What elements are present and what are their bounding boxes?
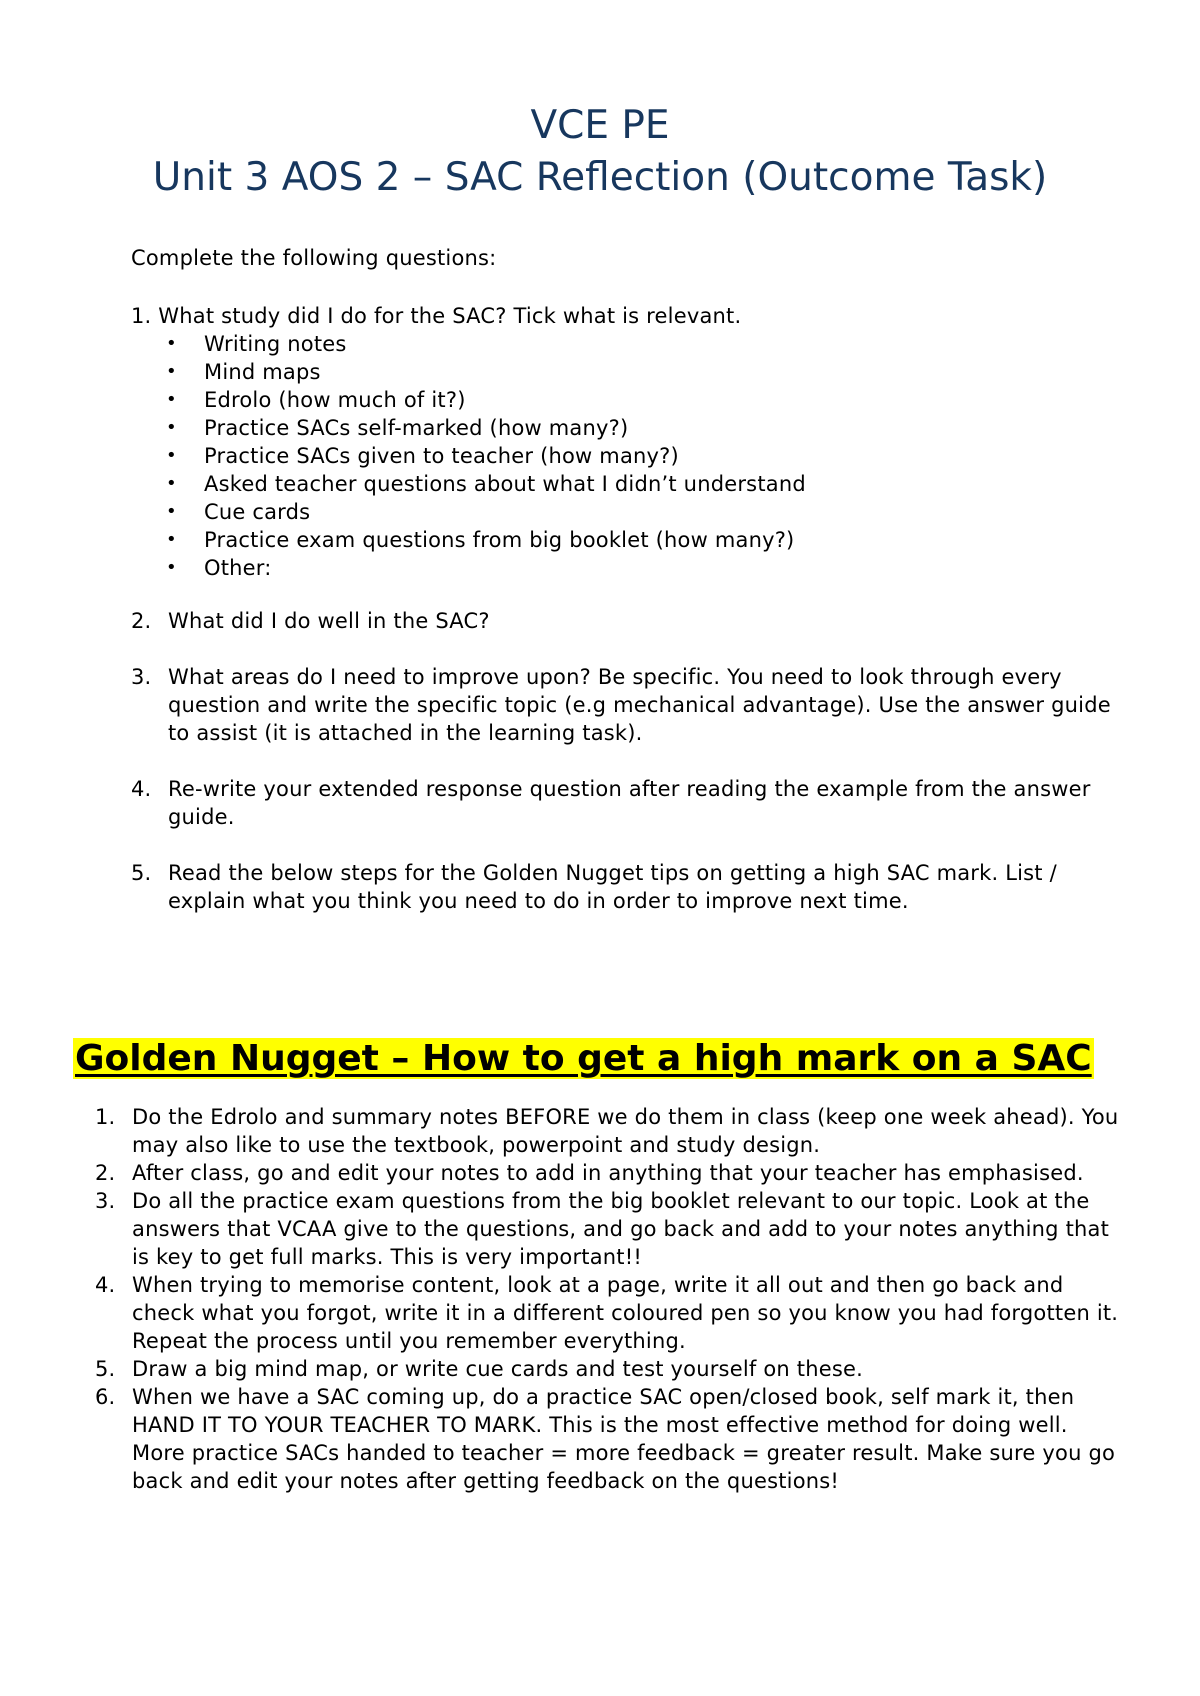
tip-item (95, 1271, 1125, 1355)
questions-list (131, 607, 1111, 943)
list-item (166, 414, 1126, 442)
bullet-icon: • (166, 529, 177, 550)
title-line-2: Unit 3 AOS 2 – SAC Reflection (Outcome Task) (152, 155, 1048, 200)
study-option-label: Other: (204, 556, 272, 580)
question-item (131, 775, 1111, 831)
question-number: 5. (131, 861, 152, 885)
tip-item (95, 1355, 1125, 1383)
list-item (166, 554, 1126, 582)
tip-number: 3. (95, 1189, 116, 1213)
tip-item (95, 1383, 1125, 1495)
tip-text: Draw a big mind map, or write cue cards and test yourself on these. (132, 1357, 863, 1381)
list-item (166, 498, 1126, 526)
study-option-label: Asked teacher questions about what I didn’t understand (204, 472, 806, 496)
tip-text: Do all the practice exam questions from the big booklet relevant to our topic. Look at the answers that VCAA give to the questions, and go back and add to your notes anything that is key to get full marks. This is very important!! (132, 1189, 1110, 1269)
golden-nugget-heading (73, 1037, 1094, 1081)
document-title (0, 100, 1200, 204)
tip-number: 2. (95, 1161, 116, 1185)
tip-number: 5. (95, 1357, 116, 1381)
title-line-1: VCE PE (530, 103, 670, 148)
tip-item (95, 1103, 1125, 1159)
list-item (166, 470, 1126, 498)
question-number: 2. (131, 609, 152, 633)
list-item (166, 442, 1126, 470)
bullet-icon: • (166, 501, 177, 522)
question-item (131, 607, 1111, 635)
question-number: 4. (131, 777, 152, 801)
study-option-label: Writing notes (204, 332, 347, 356)
study-option-label: Edrolo (how much of it?) (204, 388, 466, 412)
bullet-icon: • (166, 557, 177, 578)
study-option-label: Practice SACs self-marked (how many?) (204, 416, 629, 440)
bullet-icon: • (166, 473, 177, 494)
tip-number: 4. (95, 1273, 116, 1297)
question-text: Read the below steps for the Golden Nugget tips on getting a high SAC mark. List / explain what you think you need to do in order to improve next time. (168, 861, 1057, 913)
question-text: What did I do well in the SAC? (168, 609, 490, 633)
tip-item (95, 1159, 1125, 1187)
bullet-icon: • (166, 445, 177, 466)
question-number: 3. (131, 665, 152, 689)
tip-number: 6. (95, 1385, 116, 1409)
golden-nugget-tips-list (95, 1103, 1125, 1495)
tip-text: When we have a SAC coming up, do a practice SAC open/closed book, self mark it, then HAND IT TO YOUR TEACHER TO MARK. This is the most effective method for doing well. More practice SACs handed to teacher = more feedback = greater result. Make sure you go back and edit your notes after getting feedback on the questions! (132, 1385, 1116, 1493)
bullet-icon: • (166, 417, 177, 438)
study-option-label: Mind maps (204, 360, 321, 384)
bullet-icon: • (166, 333, 177, 354)
list-item (166, 386, 1126, 414)
question-text: Re-write your extended response question after reading the example from the answer guide. (168, 777, 1091, 829)
tip-item (95, 1187, 1125, 1271)
question-1: 1. What study did I do for the SAC? Tick what is relevant. (131, 304, 742, 328)
tip-text: After class, go and edit your notes to add in anything that your teacher has emphasised. (132, 1161, 1084, 1185)
study-options-list (166, 330, 1126, 582)
study-option-label: Cue cards (204, 500, 311, 524)
tip-number: 1. (95, 1105, 116, 1129)
study-option-label: Practice SACs given to teacher (how many?) (204, 444, 679, 468)
golden-nugget-heading-text: Golden Nugget – How to get a high mark on a SAC (75, 1038, 1092, 1079)
tip-text: Do the Edrolo and summary notes BEFORE we do them in class (keep one week ahead). You may also like to use the textbook, powerpoint and study design. (132, 1105, 1119, 1157)
bullet-icon: • (166, 389, 177, 410)
intro-text: Complete the following questions: (131, 246, 497, 270)
tip-text: When trying to memorise content, look at a page, write it all out and then go back and check what you forgot, write it in a different coloured pen so you know you had forgotten it. Repeat the process until you remember everything. (132, 1273, 1119, 1353)
list-item (166, 330, 1126, 358)
question-item (131, 859, 1111, 915)
question-item (131, 663, 1111, 747)
study-option-label: Practice exam questions from big booklet (how many?) (204, 528, 795, 552)
bullet-icon: • (166, 361, 177, 382)
list-item (166, 358, 1126, 386)
question-text: What areas do I need to improve upon? Be specific. You need to look through every question and write the specific topic (e.g mechanical advantage). Use the answer guide to assist (it is attached in the learning task). (168, 665, 1111, 745)
list-item (166, 526, 1126, 554)
